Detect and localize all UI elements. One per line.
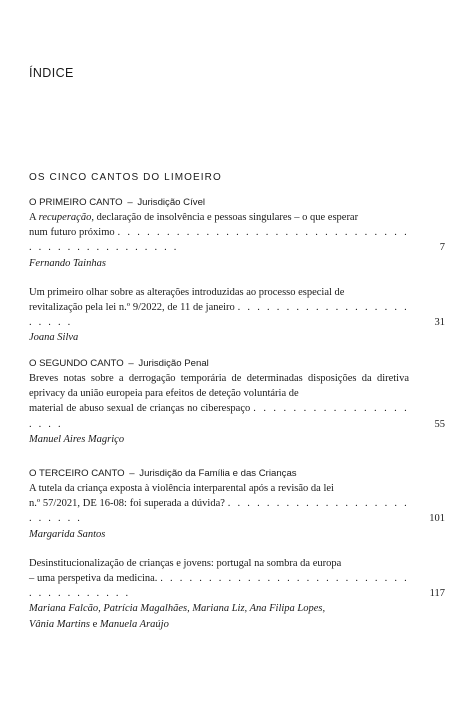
page-number[interactable]: 7 xyxy=(439,242,445,254)
leader-dots: . . . . . . . . . . . . . . . . . . . . xyxy=(29,403,410,430)
leader-dots: . . . . . . . . . . . . . . . . . . . . . . . . . . . . . . . . . . . . . xyxy=(29,573,410,600)
canto-heading: O SEGUNDO CANTO – Jurisdição Penal xyxy=(29,358,209,369)
book-title: OS CINCO CANTOS DO LIMOEIRO xyxy=(29,172,222,183)
entry-title[interactable]: Um primeiro olhar sobre as alterações introduzidas ao processo especial de revitalização pela lei n.º 9/2022, de 11 de janeiro . . . . . . . . . . . . . . . . . . . . . . . xyxy=(29,286,410,329)
toc-entry[interactable] xyxy=(29,210,445,271)
canto-section-1 xyxy=(29,195,445,346)
canto-subject: Jurisdição Cível xyxy=(137,197,206,208)
canto-section-2 xyxy=(29,356,445,447)
canto-subject: Jurisdição da Família e das Crianças xyxy=(139,468,297,479)
toc-entry[interactable] xyxy=(29,481,445,542)
entry-title[interactable]: A tutela da criança exposta à violência interparental após a revisão da lei n.º 57/2021, DE 16-08: foi superada a dúvida? . . . . . . . . . . . . . . . . . . . . . . . . . xyxy=(29,483,409,525)
entry-authors: Fernando Tainhas xyxy=(29,257,106,269)
canto-heading: O PRIMEIRO CANTO – Jurisdição Cível xyxy=(29,197,206,208)
page-title: ÍNDICE xyxy=(29,66,74,80)
entry-authors: Joana Silva xyxy=(29,332,79,344)
entry-authors: Manuel Aires Magriço xyxy=(29,433,125,445)
canto-subject: Jurisdição Penal xyxy=(138,358,209,369)
toc-entry[interactable] xyxy=(29,556,445,632)
canto-heading: O TERCEIRO CANTO – Jurisdição da Família e das Crianças xyxy=(29,468,297,479)
leader-dots: . . . . . . . . . . . . . . . . . . . . . . . . . . . . . . . . . . . . . . . . . . . . . . xyxy=(29,227,410,254)
toc-entry[interactable] xyxy=(29,371,445,447)
entry-title[interactable]: Desinstitucionalização de crianças e jovens: portugal na sombra da europa – uma perspetiva da medicina. . . . . . . . . . . . . . . . . . . . . . . . . . . . . . . . . . . . . . xyxy=(29,557,410,600)
page-number[interactable]: 117 xyxy=(429,588,445,600)
entry-title[interactable]: A recuperação, declaração de insolvência e pessoas singulares – o que esperar num futuro próximo . . . . . . . . . . . . . . . . . . . . . . . . . . . . . . . . . . . . . . . . . . . . . . xyxy=(29,212,410,254)
canto-section-3 xyxy=(29,466,445,632)
leader-dots: . . . . . . . . . . . . . . . . . . . . . . . . . xyxy=(29,498,409,525)
entry-authors: Mariana Falcão, Patrícia Magalhães, Mariana Liz, Ana Filipa Lopes, Vânia Martins e Manuela Araújo xyxy=(29,603,326,630)
entry-title[interactable]: Breves notas sobre a derrogação temporária de determinadas disposições da diretiva eprivacy da união europeia para efeitos de deteção voluntária de material de abuso sexual de crianças no ciberespaço . . . . . . . . . . . . . . . . . . . . xyxy=(29,373,410,430)
leader-dots: . . . . . . . . . . . . . . . . . . . . . . . xyxy=(29,302,410,329)
canto-label: O PRIMEIRO CANTO xyxy=(29,197,123,208)
page-number[interactable]: 55 xyxy=(434,418,445,430)
toc-entry[interactable] xyxy=(29,285,445,346)
canto-label: O SEGUNDO CANTO xyxy=(29,358,124,369)
canto-label: O TERCEIRO CANTO xyxy=(29,468,125,479)
page-number[interactable]: 101 xyxy=(429,513,445,525)
page-number[interactable]: 31 xyxy=(434,317,445,329)
entry-authors: Margarida Santos xyxy=(29,528,106,540)
